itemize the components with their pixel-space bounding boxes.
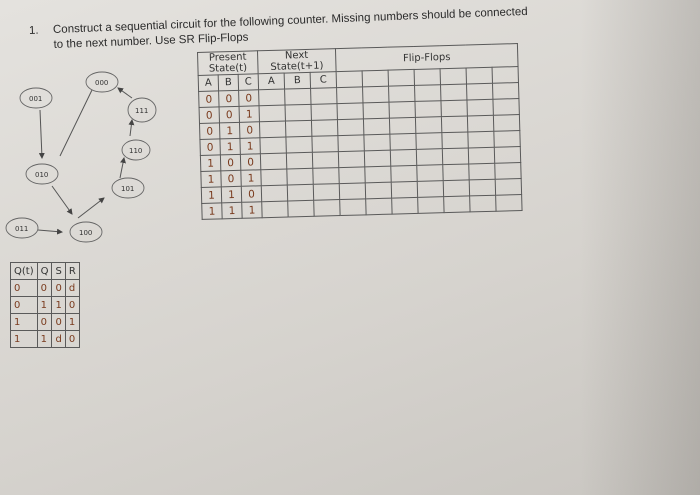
question-line-2: to the next number. Use SR Flip-Flops xyxy=(53,31,249,52)
present-state-cell: 1 xyxy=(240,138,260,155)
state-table-wrapper xyxy=(197,43,523,220)
empty-cell xyxy=(415,85,441,102)
subheader-next-b: B xyxy=(284,72,310,89)
excitation-header-s: S xyxy=(52,263,65,280)
empty-cell xyxy=(416,133,442,150)
present-state-cell: 1 xyxy=(220,138,240,155)
empty-cell xyxy=(287,168,313,185)
excitation-cell: 1 xyxy=(11,331,38,348)
empty-cell xyxy=(389,85,415,102)
empty-cell xyxy=(390,149,416,166)
present-state-cell: 1 xyxy=(201,171,221,188)
present-state-cell: 1 xyxy=(200,155,220,172)
empty-cell xyxy=(337,87,363,104)
present-state-cell: 1 xyxy=(241,170,261,187)
empty-cell xyxy=(312,136,338,153)
state-label-011: 011 xyxy=(15,225,29,233)
empty-cell xyxy=(365,166,391,183)
present-state-cell: 1 xyxy=(201,187,221,204)
excitation-header-r: R xyxy=(65,263,79,280)
excitation-cell: 1 xyxy=(37,331,52,348)
empty-cell xyxy=(391,165,417,182)
subheader-present-a: A xyxy=(198,75,218,92)
excitation-cell: 0 xyxy=(11,280,38,297)
question-number: 1. xyxy=(28,24,39,37)
empty-cell xyxy=(492,83,518,100)
state-table-body xyxy=(199,83,522,220)
empty-cell xyxy=(339,167,365,184)
arrow-001-010 xyxy=(40,110,42,158)
question-line-1: Construct a sequential circuit for the following counter. Missing numbers should be connected xyxy=(52,5,528,37)
empty-cell xyxy=(313,168,339,185)
present-state-cell: 1 xyxy=(222,202,242,219)
excitation-cell: d xyxy=(52,331,65,348)
empty-cell xyxy=(441,116,467,133)
excitation-cell: 1 xyxy=(65,314,79,331)
present-state-cell: 0 xyxy=(199,107,219,124)
empty-cell xyxy=(417,165,443,182)
empty-cell xyxy=(363,86,389,103)
empty-cell xyxy=(441,84,467,101)
empty-cell xyxy=(364,150,390,167)
present-state-cell: 1 xyxy=(239,106,259,123)
state-label-001: 001 xyxy=(29,95,43,103)
empty-cell xyxy=(392,197,418,214)
empty-cell xyxy=(288,200,314,217)
subheader-next-a: A xyxy=(258,73,284,90)
empty-cell xyxy=(338,151,364,168)
excitation-row xyxy=(11,314,80,331)
empty-cell xyxy=(389,117,415,134)
state-diagram xyxy=(0,70,200,250)
ff-cell xyxy=(414,69,440,86)
empty-cell xyxy=(468,131,494,148)
empty-cell xyxy=(467,99,493,116)
state-table xyxy=(197,43,523,220)
empty-cell xyxy=(495,178,521,195)
arrow-101-110 xyxy=(120,158,124,178)
empty-cell xyxy=(444,196,470,213)
empty-cell xyxy=(311,88,337,105)
header-flip-flops: Flip-Flops xyxy=(335,44,518,72)
empty-cell xyxy=(337,103,363,120)
empty-cell xyxy=(285,104,311,121)
empty-cell xyxy=(312,152,338,169)
present-state-cell: 0 xyxy=(199,123,219,140)
empty-cell xyxy=(493,115,519,132)
empty-cell xyxy=(416,149,442,166)
present-state-cell: 1 xyxy=(242,202,262,219)
ff-cell xyxy=(336,71,362,88)
empty-cell xyxy=(442,148,468,165)
empty-cell xyxy=(262,201,288,218)
empty-cell xyxy=(340,199,366,216)
state-label-111: 111 xyxy=(135,107,149,115)
excitation-row xyxy=(11,297,80,314)
empty-cell xyxy=(469,163,495,180)
excitation-cell: 0 xyxy=(52,280,65,297)
header-next-state: Next State(t+1) xyxy=(257,49,336,74)
empty-cell xyxy=(285,88,311,105)
arrow-110-111 xyxy=(130,120,132,136)
empty-cell xyxy=(339,183,365,200)
empty-cell xyxy=(468,147,494,164)
present-state-cell: 0 xyxy=(221,170,241,187)
arrow-010-100 xyxy=(52,186,72,214)
state-label-110: 110 xyxy=(129,147,143,155)
empty-cell xyxy=(366,198,392,215)
excitation-cell: d xyxy=(65,280,79,297)
empty-cell xyxy=(285,120,311,137)
empty-cell xyxy=(391,181,417,198)
ff-cell xyxy=(466,67,492,84)
empty-cell xyxy=(418,197,444,214)
empty-cell xyxy=(314,200,340,217)
empty-cell xyxy=(415,101,441,118)
empty-cell xyxy=(496,194,522,211)
excitation-row xyxy=(11,331,80,348)
empty-cell xyxy=(260,137,286,154)
empty-cell xyxy=(364,134,390,151)
excitation-table xyxy=(10,262,80,348)
state-label-100: 100 xyxy=(79,229,93,237)
present-state-cell: 1 xyxy=(202,203,222,220)
empty-cell xyxy=(260,153,286,170)
state-label-000: 000 xyxy=(95,79,109,87)
empty-cell xyxy=(337,119,363,136)
empty-cell xyxy=(287,184,313,201)
excitation-cell: 1 xyxy=(11,314,38,331)
empty-cell xyxy=(389,101,415,118)
empty-cell xyxy=(443,180,469,197)
empty-cell xyxy=(494,147,520,164)
present-state-cell: 0 xyxy=(219,106,239,123)
excitation-row xyxy=(11,280,80,297)
header-present-state: Present State(t) xyxy=(198,51,259,76)
excitation-cell: 1 xyxy=(52,297,65,314)
excitation-header-q: Q xyxy=(37,263,52,280)
excitation-cell: 0 xyxy=(37,314,52,331)
empty-cell xyxy=(363,102,389,119)
empty-cell xyxy=(390,133,416,150)
empty-cell xyxy=(261,169,287,186)
present-state-cell: 0 xyxy=(199,91,219,108)
subheader-present-c: C xyxy=(238,74,258,91)
empty-cell xyxy=(415,117,441,134)
excitation-cell: 1 xyxy=(37,297,52,314)
subheader-next-c: C xyxy=(310,72,336,89)
excitation-cell: 0 xyxy=(37,280,52,297)
page-shadow xyxy=(580,0,700,495)
empty-cell xyxy=(286,152,312,169)
empty-cell xyxy=(365,182,391,199)
present-state-cell: 1 xyxy=(219,122,239,139)
excitation-cell: 0 xyxy=(65,297,79,314)
present-state-cell: 0 xyxy=(239,90,259,107)
arrow-100-101 xyxy=(78,198,104,218)
excitation-cell: 0 xyxy=(65,331,79,348)
present-state-cell: 0 xyxy=(241,186,261,203)
excitation-cell: 0 xyxy=(52,314,65,331)
empty-cell xyxy=(441,100,467,117)
empty-cell xyxy=(259,89,285,106)
present-state-cell: 0 xyxy=(220,154,240,171)
empty-cell xyxy=(259,105,285,122)
empty-cell xyxy=(494,131,520,148)
present-state-cell: 0 xyxy=(200,139,220,156)
empty-cell xyxy=(338,135,364,152)
present-state-cell: 0 xyxy=(239,122,259,139)
empty-cell xyxy=(311,104,337,121)
present-state-cell: 0 xyxy=(240,154,260,171)
empty-cell xyxy=(493,99,519,116)
subheader-present-b: B xyxy=(218,74,238,91)
empty-cell xyxy=(261,185,287,202)
excitation-cell: 0 xyxy=(11,297,38,314)
empty-cell xyxy=(469,179,495,196)
present-state-cell: 0 xyxy=(219,90,239,107)
excitation-header-row xyxy=(11,263,80,280)
ff-cell xyxy=(440,68,466,85)
empty-cell xyxy=(363,118,389,135)
state-label-101: 101 xyxy=(121,185,135,193)
empty-cell xyxy=(313,184,339,201)
arrow-011-100 xyxy=(38,230,62,232)
empty-cell xyxy=(259,121,285,138)
excitation-table-wrapper xyxy=(10,262,80,348)
empty-cell xyxy=(495,163,521,180)
arrow-111-000 xyxy=(118,88,132,98)
ff-cell xyxy=(492,67,518,84)
empty-cell xyxy=(417,181,443,198)
empty-cell xyxy=(443,164,469,181)
ff-cell xyxy=(362,70,388,87)
empty-cell xyxy=(467,115,493,132)
empty-cell xyxy=(286,136,312,153)
arrow-000-010 xyxy=(60,90,92,156)
empty-cell xyxy=(466,83,492,100)
ff-cell xyxy=(388,69,414,86)
empty-cell xyxy=(470,195,496,212)
excitation-header-qt: Q(t) xyxy=(11,263,38,280)
present-state-cell: 1 xyxy=(221,186,241,203)
empty-cell xyxy=(311,120,337,137)
empty-cell xyxy=(442,132,468,149)
state-label-010: 010 xyxy=(35,171,49,179)
